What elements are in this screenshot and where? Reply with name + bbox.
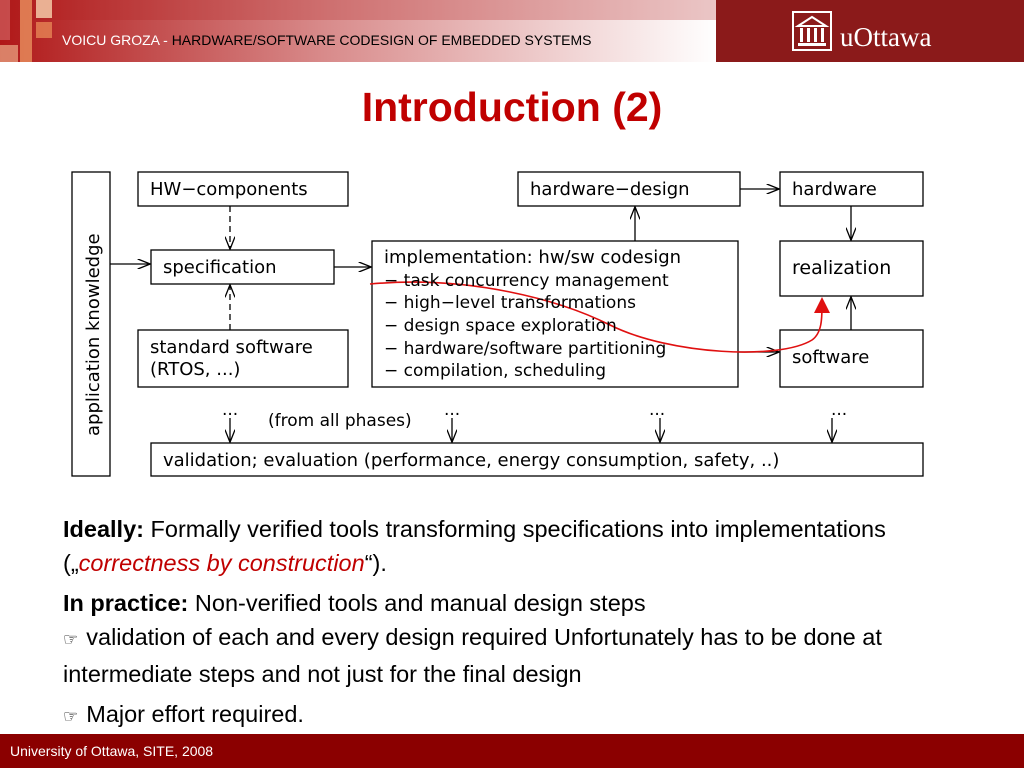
- ellipsis-label: ...: [444, 400, 461, 420]
- ellipsis-label: ...: [831, 400, 848, 420]
- hw-components-label: HW−components: [150, 179, 308, 200]
- software-label: software: [792, 347, 870, 368]
- implementation-item: − high−level transformations: [384, 293, 636, 313]
- footer-text: University of Ottawa, SITE, 2008: [10, 743, 214, 759]
- practice-text: Non-verified tools and manual design steps: [188, 590, 646, 616]
- ideally-label: Ideally:: [63, 516, 144, 542]
- header-author: VOICU GROZA -: [62, 32, 172, 48]
- ideally-end: “).: [364, 550, 387, 576]
- implementation-item: − compilation, scheduling: [384, 361, 606, 381]
- implementation-title: implementation: hw/sw codesign: [384, 247, 682, 268]
- implementation-item: − task concurrency management: [384, 271, 669, 291]
- header-course: HARDWARE/SOFTWARE CODESIGN OF EMBEDDED SYSTEMS: [171, 32, 592, 48]
- application-knowledge-label: application knowledge: [83, 233, 104, 436]
- standard-software-label: standard software: [150, 337, 313, 358]
- practice-paragraph: [63, 586, 973, 620]
- bullet-paragraph-1: [63, 620, 973, 691]
- from-all-phases-label: (from all phases): [268, 411, 412, 431]
- bullet-text-1: validation of each and every design required Unfortunately has to be done at intermediate steps and not just for the final design: [63, 624, 882, 687]
- specification-label: specification: [163, 257, 277, 278]
- hardware-design-label: hardware−design: [530, 179, 690, 200]
- ellipsis-label: ...: [649, 400, 666, 420]
- implementation-item: − hardware/software partitioning: [384, 339, 667, 359]
- hardware-label: hardware: [792, 179, 877, 200]
- slide-title: Introduction (2): [361, 84, 663, 130]
- body-text: [63, 512, 973, 740]
- implementation-item: − design space exploration: [384, 316, 617, 336]
- pointing-hand-icon: ☞: [63, 630, 79, 649]
- ideally-text: Formally verified tools transforming specifications into implementations („: [63, 516, 886, 576]
- bullet-text-2: Major effort required.: [86, 701, 304, 727]
- validation-label: validation; evaluation (performance, energy consumption, safety, ..): [163, 450, 780, 471]
- ellipsis-label: ...: [222, 400, 239, 420]
- pointing-hand-icon: ☞: [63, 707, 79, 726]
- practice-label: In practice:: [63, 590, 189, 616]
- realization-label: realization: [792, 257, 892, 279]
- university-logo-text: uOttawa: [840, 22, 932, 52]
- bullet-paragraph-2: [63, 697, 973, 734]
- rtos-label: (RTOS, ...): [150, 359, 241, 380]
- correctness-emphasis: correctness by construction: [78, 550, 365, 576]
- ideally-paragraph: [63, 512, 973, 580]
- footer-bar: [0, 734, 1024, 768]
